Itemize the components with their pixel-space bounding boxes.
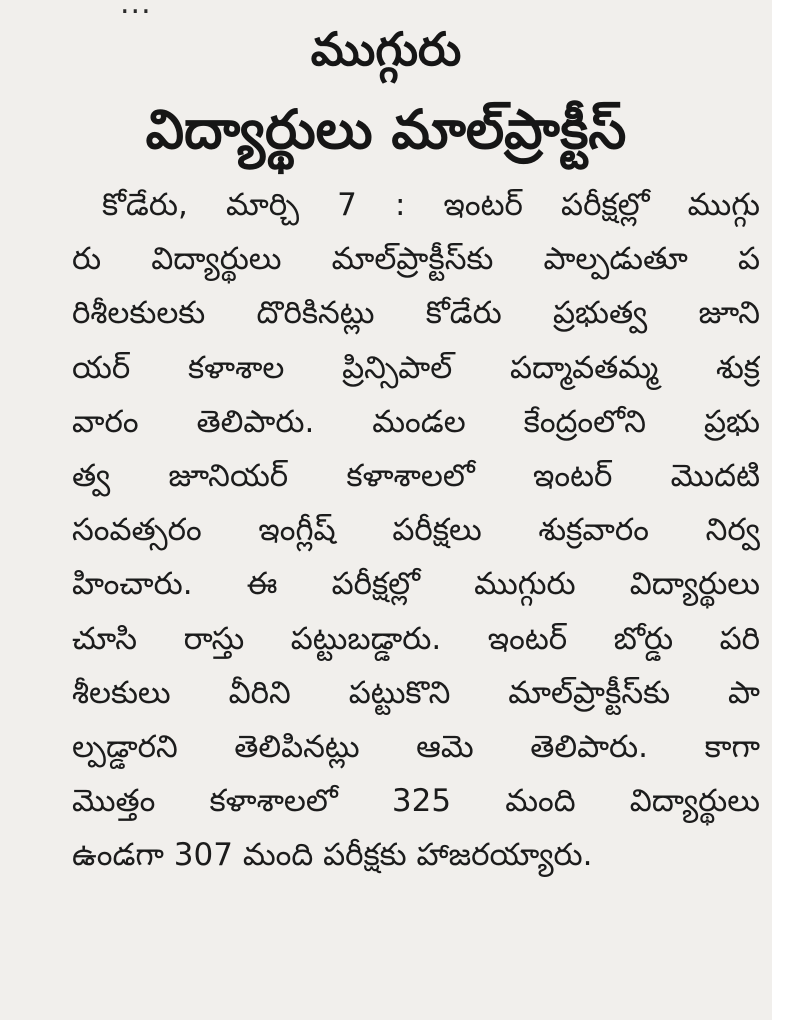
article-line: కోడేరు, మార్చి 7 : ఇంటర్ పరీక్షల్లో ముగ్గు [102,187,760,223]
article-line: సంవత్సరం ఇంగ్లీష్ పరీక్షలు శుక్రవారం నిర్వ [72,512,760,549]
article-line: చూసి రాస్తు పట్టుబడ్డారు. ఇంటర్ బోర్డు పరి [72,620,760,657]
article-line: యర్ కళాశాల ప్రిన్సిపాల్ పద్మావతమ్మ శుక్ర [72,349,760,386]
article-body [72,178,760,882]
article-line: హించారు. ఈ పరీక్షల్లో ముగ్గురు విద్యార్థులు [72,566,760,603]
article-line: రు విద్యార్థులు మాల్‌ప్రాక్టీస్‌కు పాల్పడుతూ ప [72,241,760,278]
headline-line-1: ముగ్గురు [310,22,462,76]
article-line: ల్పడ్డారని తెలిపినట్లు ఆమె తెలిపారు. కాగా [72,728,760,765]
headline-line-2: విద్యార్థులు మాల్‌ప్రాక్టీస్ [145,98,627,161]
article-line: త్వ జూనియర్ కళాశాలలో ఇంటర్ మొదటి [72,457,760,494]
article-line: రిశీలకులకు దొరికినట్లు కోడేరు ప్రభుత్వ జూని [72,295,760,332]
article-line: వారం తెలిపారు. మండల కేంద్రంలోని ప్రభు [72,403,760,440]
article-line: మొత్తం కళాశాలలో 325 మంది విద్యార్థులు [72,783,760,820]
article-line: శీలకులు వీరిని పట్టుకొని మాల్‌ప్రాక్టీస్‌కు పా [72,674,760,711]
cut-off-top-text: ... [120,0,152,21]
article-line: ఉండగా 307 మంది పరీక్షకు హాజరయ్యారు. [72,837,593,874]
